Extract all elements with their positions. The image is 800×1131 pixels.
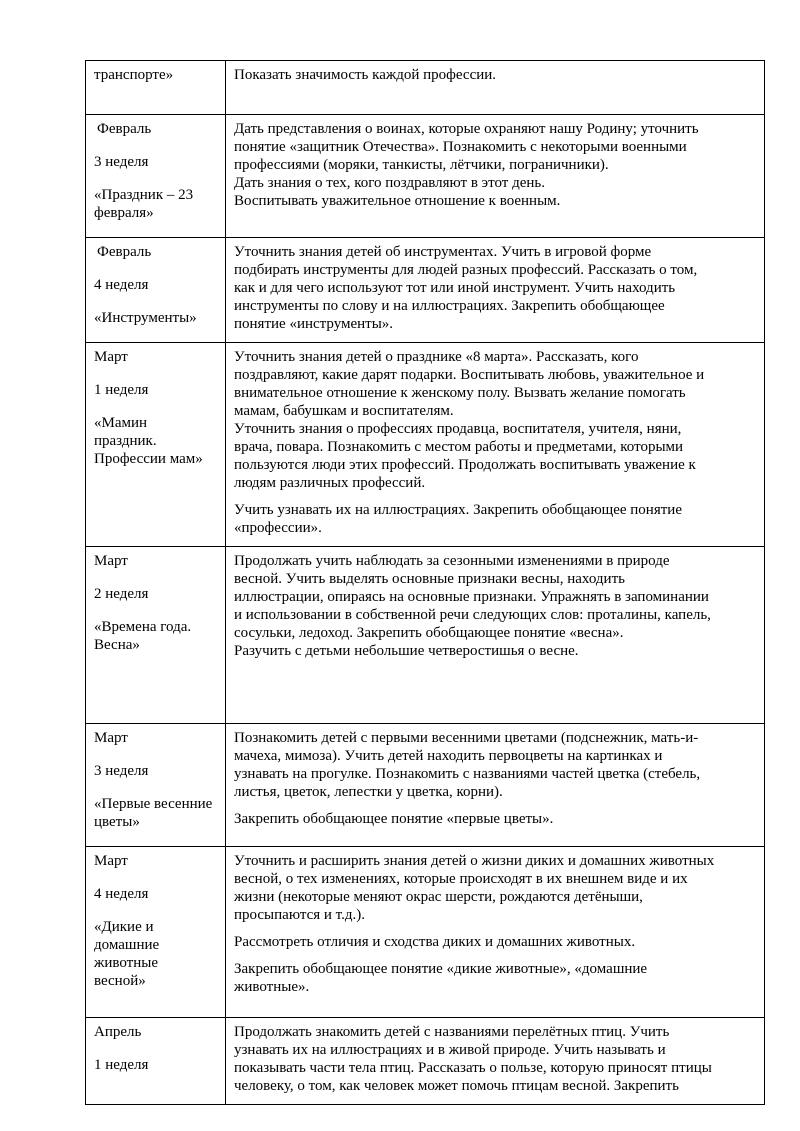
period-cell bbox=[86, 238, 226, 343]
topic-text: «Праздник – 23 февраля» bbox=[94, 187, 194, 221]
table-row bbox=[86, 343, 765, 547]
lesson-plan-table bbox=[85, 60, 765, 1105]
content-text: Уточнить знания детей об инструментах. Учить в игровой форме подбирать инструменты для людей разных профессий. Рассказать о том, как и для чего используют тот или иной инструмент. Учить находить инструменты по слову и на иллюстрациях. Закрепить обобщающее понятие «инструменты». bbox=[234, 244, 698, 332]
month-text: Февраль bbox=[97, 121, 152, 137]
month-text: Март bbox=[94, 853, 128, 869]
period-cell bbox=[86, 847, 226, 1018]
topic-text: «Дикие и домашние животные весной» bbox=[94, 919, 160, 989]
table-row bbox=[86, 115, 765, 238]
month-text: Апрель bbox=[94, 1024, 142, 1040]
content-cell bbox=[226, 343, 765, 547]
content-cell bbox=[226, 724, 765, 847]
period-text: транспорте» bbox=[94, 67, 174, 83]
month-text: Март bbox=[94, 349, 128, 365]
content-cell bbox=[226, 847, 765, 1018]
topic-text: «Мамин праздник. Профессии мам» bbox=[94, 415, 203, 467]
content-text: Закрепить обобщающее понятие «первые цветы». bbox=[234, 811, 554, 827]
topic-text: «Времена года. Весна» bbox=[94, 619, 192, 653]
content-text: Закрепить обобщающее понятие «дикие животные», «домашние животные». bbox=[234, 961, 648, 995]
content-text: Рассмотреть отличия и сходства диких и домашних животных. bbox=[234, 934, 636, 950]
content-text: Познакомить детей с первыми весенними цветами (подснежник, мать-и- мачеха, мимоза). Учить детей находить первоцветы на картинках и узнавать на прогулке. Познакомить с названиями частей цветка (стебель, листья, цветок, лепестки у цветка, корни). bbox=[234, 730, 701, 800]
week-text: 4 неделя bbox=[94, 886, 149, 902]
week-text: 1 неделя bbox=[94, 1057, 149, 1073]
table-row bbox=[86, 61, 765, 115]
content-text: Дать представления о воинах, которые охраняют нашу Родину; уточнить понятие «защитник Отечества». Познакомить с некоторыми военными профессиями (моряки, танкисты, лётчики, пограничники). Дать знания о тех, кого поздравляют в этот день. Воспитывать уважительное отношение к военным. bbox=[234, 121, 699, 209]
topic-text: «Первые весенние цветы» bbox=[94, 796, 213, 830]
month-text: Март bbox=[94, 553, 128, 569]
week-text: 3 неделя bbox=[94, 763, 149, 779]
content-text: Уточнить и расширить знания детей о жизни диких и домашних животных весной, о тех изменениях, которые происходят в их внешнем виде и их жизни (некоторые меняют окрас шерсти, рождаются детёныши, просыпаются и т.д.). bbox=[234, 853, 715, 923]
week-text: 4 неделя bbox=[94, 277, 149, 293]
week-text: 3 неделя bbox=[94, 154, 149, 170]
table-row bbox=[86, 847, 765, 1018]
period-cell bbox=[86, 1018, 226, 1105]
content-text: Уточнить знания детей о празднике «8 марта». Рассказать, кого поздравляют, какие дарят подарки. Воспитывать любовь, уважительное и внимательное отношение к женскому полу. Вызвать желание помогать мамам, бабушкам и воспитателям. Уточнить знания о профессиях продавца, воспитателя, учителя, няни, врача, повара. Познакомить с местом работы и предметами, которыми пользуются люди этих профессий. Продолжать воспитывать уважение к людям различных профессий. bbox=[234, 349, 705, 491]
content-text: Продолжать учить наблюдать за сезонными изменениями в природе весной. Учить выделять основные признаки весны, находить иллюстрации, опираясь на основные признаки. Упражнять в запоминании и использовании в собственной речи следующих слов: проталины, капель, сосульки, ледоход. Закрепить обобщающее понятие «весна». Разучить с детьми небольшие четверостишья о весне. bbox=[234, 553, 711, 659]
content-cell bbox=[226, 238, 765, 343]
period-cell bbox=[86, 724, 226, 847]
period-cell bbox=[86, 115, 226, 238]
content-text: Показать значимость каждой профессии. bbox=[234, 67, 497, 83]
month-text: Февраль bbox=[97, 244, 152, 260]
content-text: Учить узнавать их на иллюстрациях. Закрепить обобщающее понятие «профессии». bbox=[234, 502, 682, 536]
period-cell bbox=[86, 61, 226, 115]
content-cell bbox=[226, 547, 765, 724]
period-cell bbox=[86, 343, 226, 547]
content-cell bbox=[226, 1018, 765, 1105]
table-row bbox=[86, 724, 765, 847]
content-text: Продолжать знакомить детей с названиями перелётных птиц. Учить узнавать их на иллюстрациях и в живой природе. Учить называть и показывать части тела птиц. Рассказать о пользе, которую приносят птицы человеку, о том, как человек может помочь птицам весной. Закрепить bbox=[234, 1024, 712, 1094]
table-row bbox=[86, 547, 765, 724]
week-text: 2 неделя bbox=[94, 586, 149, 602]
period-cell bbox=[86, 547, 226, 724]
week-text: 1 неделя bbox=[94, 382, 149, 398]
table-row bbox=[86, 1018, 765, 1105]
topic-text: «Инструменты» bbox=[94, 310, 197, 326]
table-row bbox=[86, 238, 765, 343]
month-text: Март bbox=[94, 730, 128, 746]
content-cell bbox=[226, 115, 765, 238]
content-cell bbox=[226, 61, 765, 115]
